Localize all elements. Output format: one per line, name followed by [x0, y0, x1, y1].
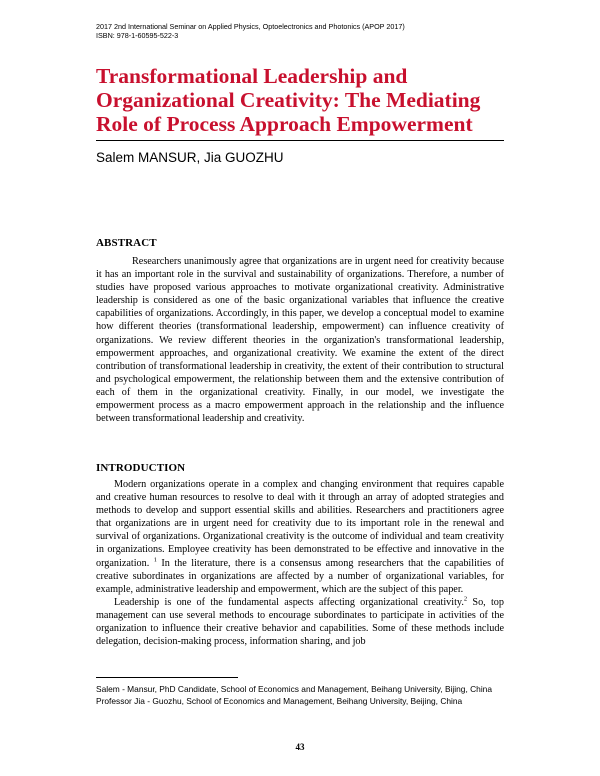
- title-line: Organizational Creativity: The Mediating: [96, 88, 481, 112]
- intro-paragraph: [96, 596, 504, 648]
- title-line: Role of Process Approach Empowerment: [96, 112, 473, 136]
- intro-p2-text-cont: So, top management can use several methods to encourage subordinates to participate in activities of the organization to influence their creative behavior and capabilities. Some of these methods include delegation, decision-making process, information sharing, and job: [96, 596, 504, 648]
- citation-ref: 2: [463, 595, 468, 603]
- citation-ref: 1: [153, 556, 157, 564]
- abstract-heading: ABSTRACT: [96, 237, 157, 249]
- footnotes: [96, 683, 516, 707]
- footnote: Salem - Mansur, PhD Candidate, School of Economics and Management, Beihang University, Bijing, China: [96, 684, 492, 694]
- intro-p1-text: Modern organizations operate in a complex and changing environment that requires capable and creative human resources to resolve to deal with it through an array of adopted strategies and methods to develop and support essential skills and abilities. Researchers and practitioners agree that organizations are in urgent need for creativity due to its important role in the renewal and survival of organizations. Organizational creativity is the outcome of individual and team creativity in organizations. Employee creativity has been demonstrated to be effective and innovative in the organization.: [96, 479, 504, 569]
- abstract-text: Researchers unanimously agree that organizations are in urgent need for creativity because it has an important role in the survival and sustainability of organizations. Therefore, a number of studies have proposed various approaches to motivate organizational creativity. Administrative leadership is considered as one of the basic organizational variables that influence the creative capabilities of organizations. Accordingly, in this paper, we develop a conceptual model to examine how different theories (transformational leadership, empowerment) can influence creativity of organizations. We review different theories in the organization's transformational leadership, empowerment approaches, and organizational creativity. We examine the extent of the direct contribution of transformational leadership in creativity, the extent of their contribution to structural and psychological empowerment, the relationship between them and the extensive contribution of each of them in the organizational creativity. Finally, in our model, we investigate the empowerment process as a macro empowerment approach in the relationship and the influence between transformational leadership and creativity.: [96, 256, 504, 425]
- intro-p1-text-cont: In the literature, there is a consensus among researchers that the capabilities of creative subordinates in organizations are affected by a number of organizational variables, for example, administrative leadership and empowerment, which are the subject of this paper.: [96, 557, 504, 595]
- footnote: Professor Jia - Guozhu, School of Economics and Management, Beihang University, Beijing, China: [96, 696, 463, 706]
- intro-p2-text: Leadership is one of the fundamental aspects affecting organizational creativity.: [114, 596, 464, 608]
- intro-paragraph: [96, 478, 504, 596]
- authors: Salem MANSUR, Jia GUOZHU: [96, 150, 284, 165]
- introduction-heading: INTRODUCTION: [96, 462, 186, 474]
- paper-title: [96, 64, 516, 136]
- isbn: ISBN: 978-1-60595-522-3: [96, 31, 179, 40]
- title-rule: [96, 140, 504, 141]
- page-number: 43: [295, 742, 305, 752]
- footnote-rule: [96, 677, 238, 678]
- title-line: Transformational Leadership and: [96, 64, 408, 88]
- conference-header: [96, 22, 405, 40]
- conference-name: 2017 2nd International Seminar on Applied Physics, Optoelectronics and Photonics (APOP 2017): [96, 22, 405, 31]
- introduction-body: [96, 478, 504, 648]
